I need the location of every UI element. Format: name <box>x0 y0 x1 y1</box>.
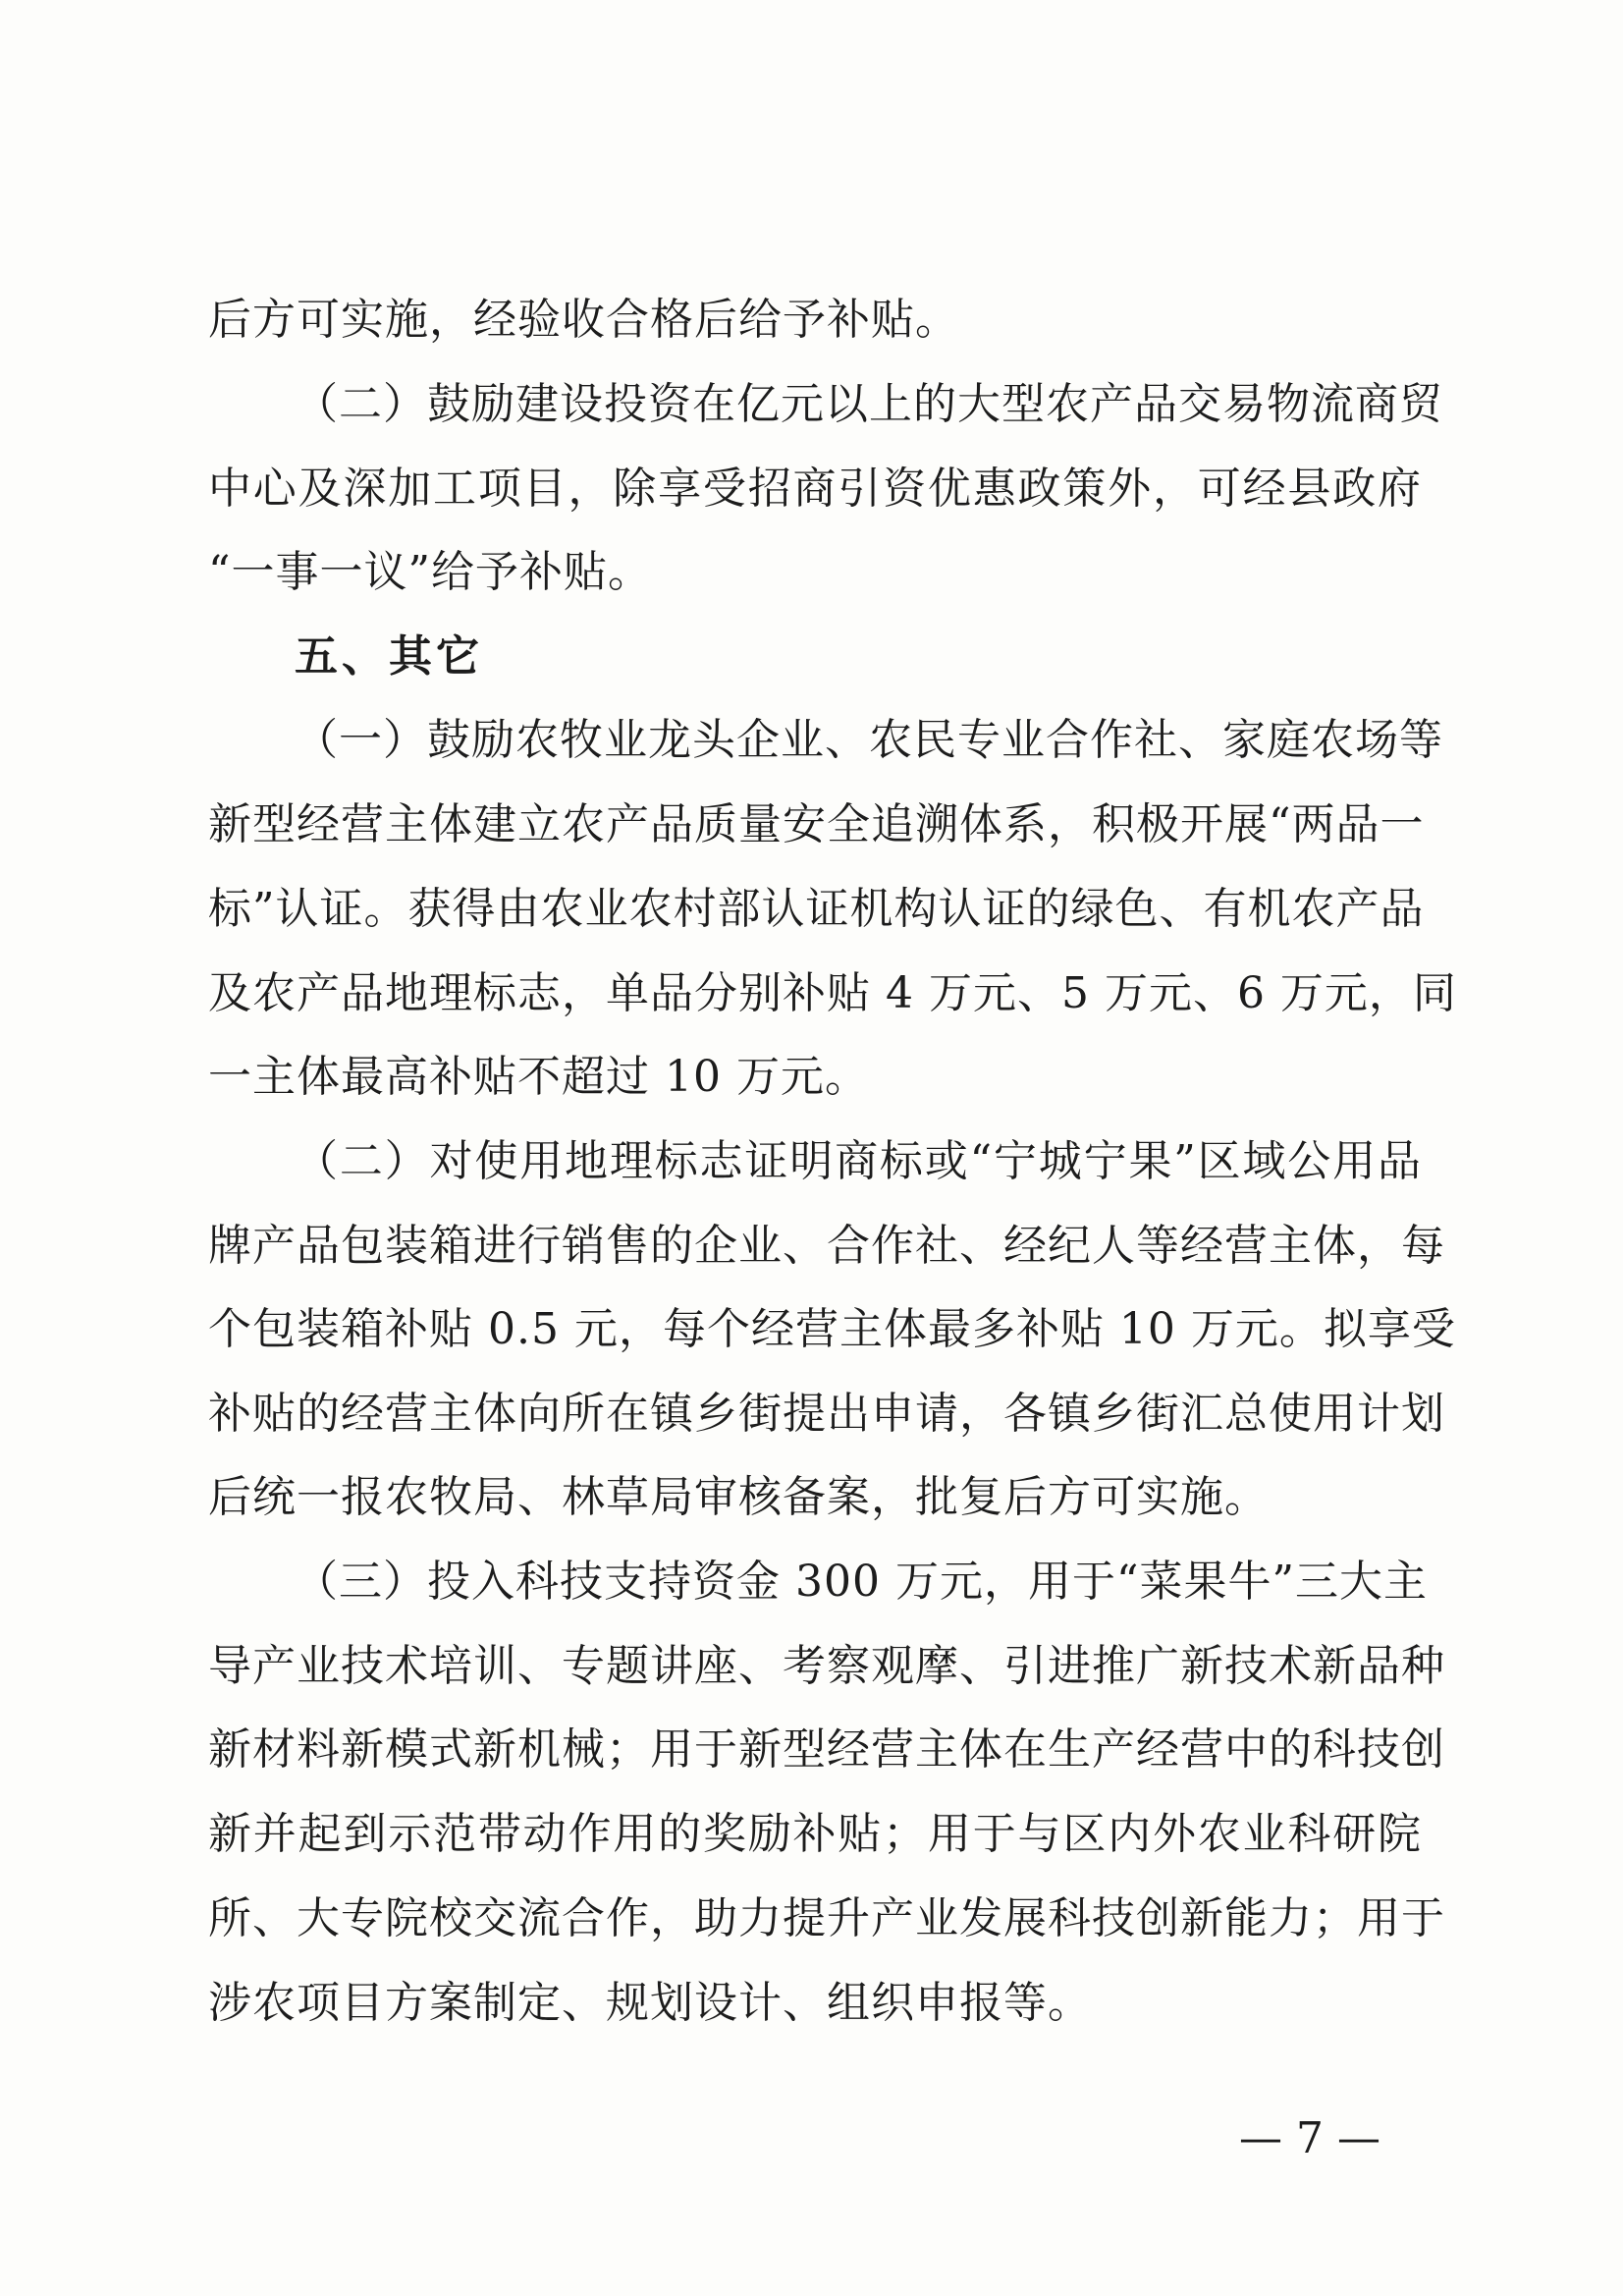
text-line: 新并起到示范带动作用的奖励补贴；用于与区内外农业科研院 <box>208 1809 1422 1859</box>
text-line: 标”认证。获得由农业农村部认证机构认证的绿色、有机农产品 <box>208 884 1425 934</box>
text-line: “一事一议”给予补贴。 <box>208 547 652 597</box>
text-line: 新型经营主体建立农产品质量安全追溯体系，积极开展“两品一 <box>208 799 1425 849</box>
text-line: 涉农项目方案制定、规划设计、组织申报等。 <box>208 1978 1092 2028</box>
section-heading: 五、其它 <box>295 631 483 682</box>
text-line: 中心及深加工项目，除享受招商引资优惠政策外，可经县政府 <box>208 464 1422 514</box>
text-line: 所、大专院校交流合作，助力提升产业发展科技创新能力；用于 <box>208 1893 1445 1943</box>
text-line: 牌产品包装箱进行销售的企业、合作社、经纪人等经营主体，每 <box>208 1221 1445 1271</box>
page-number: — 7 — <box>1239 2113 1380 2163</box>
text-line: 及农产品地理标志，单品分别补贴 4 万元、5 万元、6 万元，同 <box>208 968 1457 1018</box>
text-line: 一主体最高补贴不超过 10 万元。 <box>208 1052 869 1102</box>
text-line: 后方可实施，经验收合格后给予补贴。 <box>208 295 959 345</box>
text-line: 后统一报农牧局、林草局审核备案，批复后方可实施。 <box>208 1472 1269 1522</box>
paragraph-start-line: （二）鼓励建设投资在亿元以上的大型农产品交易物流商贸 <box>295 379 1443 429</box>
paragraph-start-line: （二）对使用地理标志证明商标或“宁城宁果”区域公用品 <box>295 1136 1422 1186</box>
text-line: 个包装箱补贴 0.5 元，每个经营主体最多补贴 10 万元。拟享受 <box>208 1304 1456 1354</box>
text-line: 导产业技术培训、专题讲座、考察观摩、引进推广新技术新品种 <box>208 1641 1445 1691</box>
text-line: 补贴的经营主体向所在镇乡街提出申请，各镇乡街汇总使用计划 <box>208 1389 1445 1439</box>
text-line: 新材料新模式新机械；用于新型经营主体在生产经营中的科技创 <box>208 1724 1445 1775</box>
paragraph-start-line: （一）鼓励农牧业龙头企业、农民专业合作社、家庭农场等 <box>295 715 1443 765</box>
paragraph-start-line: （三）投入科技支持资金 300 万元，用于“菜果牛”三大主 <box>295 1557 1428 1607</box>
